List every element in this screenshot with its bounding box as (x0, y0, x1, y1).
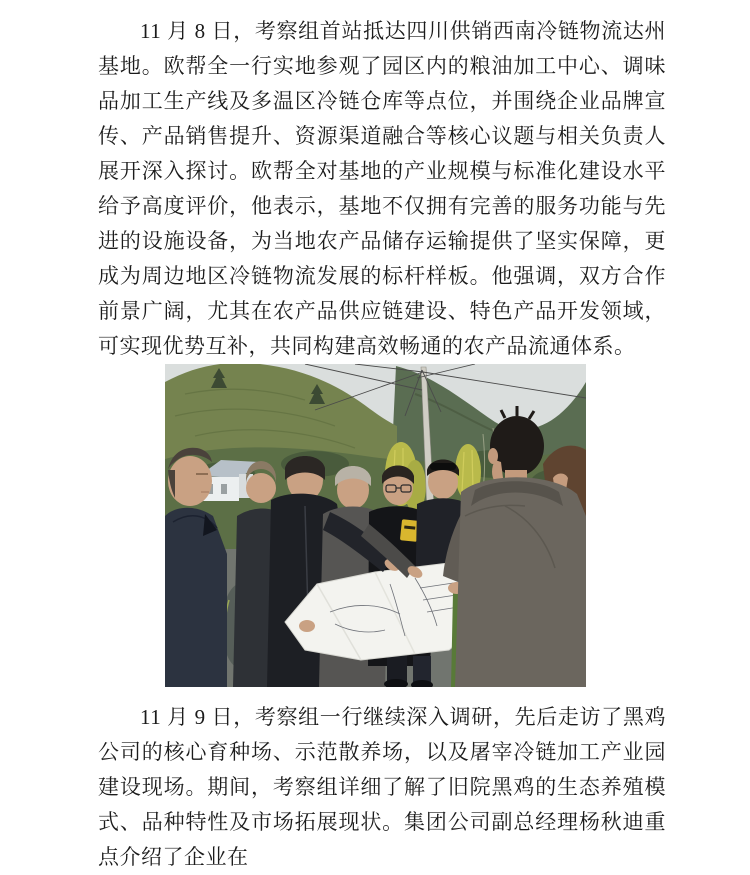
photo-sunglasses-icon (430, 463, 456, 470)
photo-yellow-badge (400, 519, 419, 542)
inspection-photo (165, 364, 586, 687)
article-paragraph-1: 11 月 8 日，考察组首站抵达四川供销西南冷链物流达州基地。欧帮全一行实地参观了园区内的粮油加工中心、调味品加工生产线及多温区冷链仓库等点位，并围绕企业品牌宣传、产品销售提升、资源渠道融合等核心议题与相关负责人展开深入探讨。欧帮全对基地的产业规模与标准化建设水平给予高度评价，他表示，基地不仅拥有完善的服务功能与先进的设施设备，为当地农产品储存运输提供了坚实保障，更成为周边地区冷链物流发展的标杆样板。他强调，双方合作前景广阔，尤其在农产品供应链建设、特色产品开发领域，可实现优势互补，共同构建高效畅通的农产品流通体系。 (98, 19, 666, 358)
inspection-photo-illustration (165, 364, 586, 687)
article-paragraph-2: 11 月 9 日，考察组一行继续深入调研，先后走访了黑鸡公司的核心育种场、示范散养场，以及屠宰冷链加工产业园建设现场。期间，考察组详细了解了旧院黑鸡的生态养殖模式、品种特性及市场拓展现状。集团公司副总经理杨秋迪重点介绍了企业在 (98, 705, 666, 869)
